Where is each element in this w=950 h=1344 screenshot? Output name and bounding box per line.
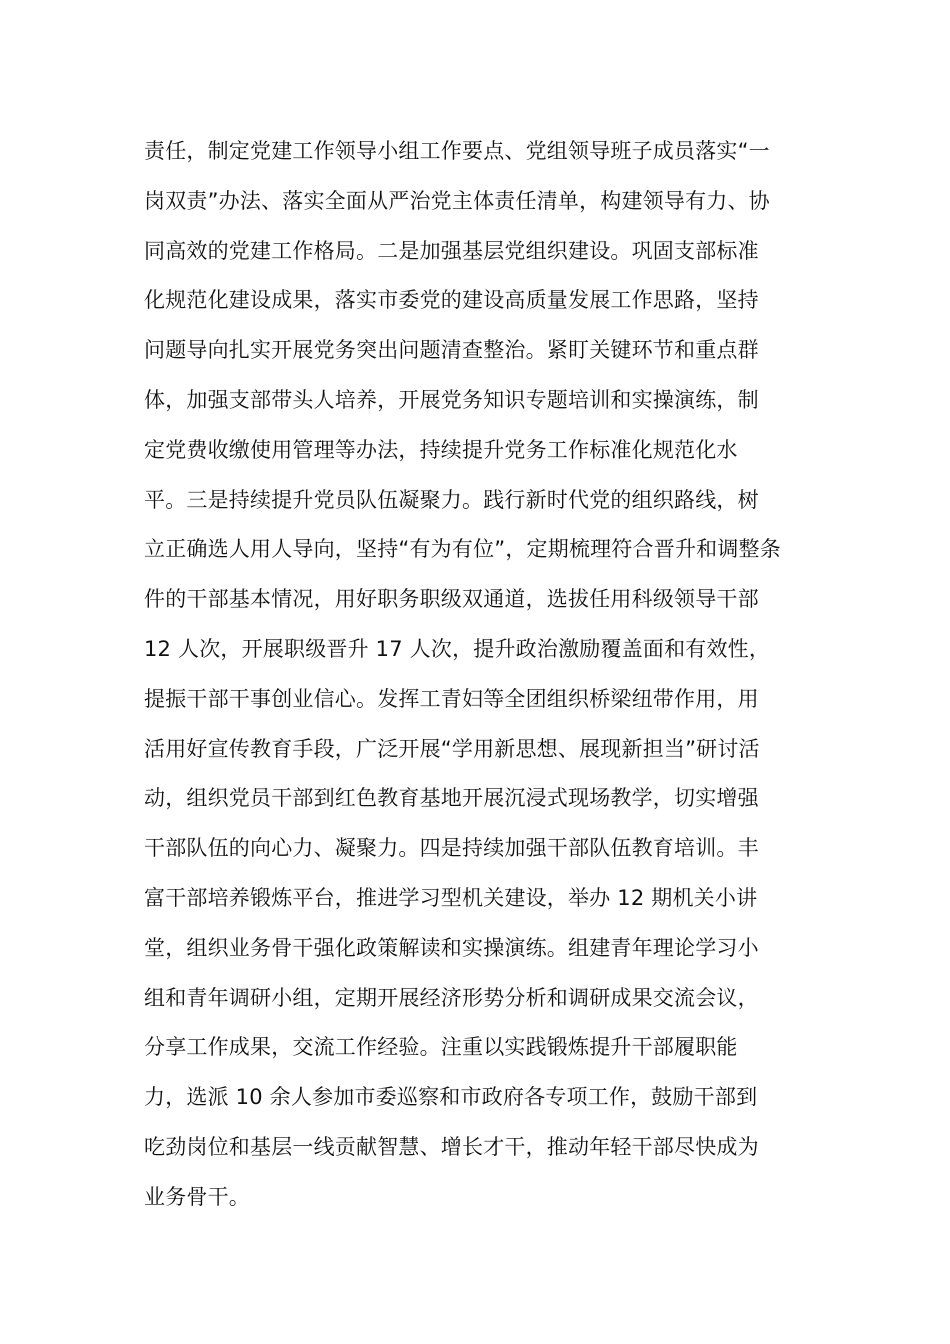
text-line: 问题导向扎实开展党务突出问题清查整治。紧盯关键环节和重点群 bbox=[144, 338, 759, 363]
text-line: 堂，组织业务骨干强化政策解读和实操演练。组建青年理论学习小 bbox=[144, 935, 759, 960]
text-line: 体，加强支部带头人培养，开展党务知识专题培训和实操演练，制 bbox=[144, 387, 759, 412]
text-line: 活用好宣传教育手段，广泛开展“学用新思想、展现新担当”研讨活 bbox=[144, 736, 760, 761]
text-line: 分享工作成果，交流工作经验。注重以实践锻炼提升干部履职能 bbox=[144, 1035, 738, 1060]
text-line: 12 人次，开展职级晋升 17 人次，提升政治激励覆盖面和有效性， bbox=[144, 636, 771, 661]
text-line: 立正确选人用人导向，坚持“有为有位”，定期梳理符合晋升和调整条 bbox=[144, 537, 781, 562]
text-line: 吃劲岗位和基层一线贡献智慧、增长才干，推动年轻干部尽快成为 bbox=[144, 1134, 759, 1159]
text-line: 件的干部基本情况，用好职务职级双通道，选拔任用科级领导干部 bbox=[144, 587, 759, 612]
text-line: 责任，制定党建工作领导小组工作要点、党组领导班子成员落实“一 bbox=[144, 139, 770, 163]
text-line: 组和青年调研小组，定期开展经济形势分析和调研成果交流会议， bbox=[144, 985, 759, 1010]
text-line: 平。三是持续提升党员队伍凝聚力。践行新时代党的组织路线，树 bbox=[144, 487, 759, 512]
text-line: 提振干部干事创业信心。发挥工青妇等全团组织桥梁纽带作用，用 bbox=[144, 686, 759, 711]
text-line: 化规范化建设成果，落实市委党的建设高质量发展工作思路，坚持 bbox=[144, 288, 759, 313]
text-line: 定党费收缴使用管理等办法，持续提升党务工作标准化规范化水 bbox=[144, 437, 738, 462]
body-paragraph bbox=[144, 127, 824, 1223]
text-line: 岗双责”办法、落实全面从严治党主体责任清单，构建领导有力、协 bbox=[144, 188, 770, 213]
text-line: 富干部培养锻炼平台，推进学习型机关建设，举办 12 期机关小讲 bbox=[144, 885, 758, 910]
text-line: 力，选派 10 余人参加市委巡察和市政府各专项工作，鼓励干部到 bbox=[144, 1085, 758, 1110]
text-line: 干部队伍的向心力、凝聚力。四是持续加强干部队伍教育培训。丰 bbox=[144, 836, 759, 861]
text-line: 动，组织党员干部到红色教育基地开展沉浸式现场教学，切实增强 bbox=[144, 786, 759, 811]
text-line: 同高效的党建工作格局。二是加强基层党组织建设。巩固支部标准 bbox=[144, 238, 759, 263]
text-line: 业务骨干。 bbox=[144, 1184, 250, 1209]
